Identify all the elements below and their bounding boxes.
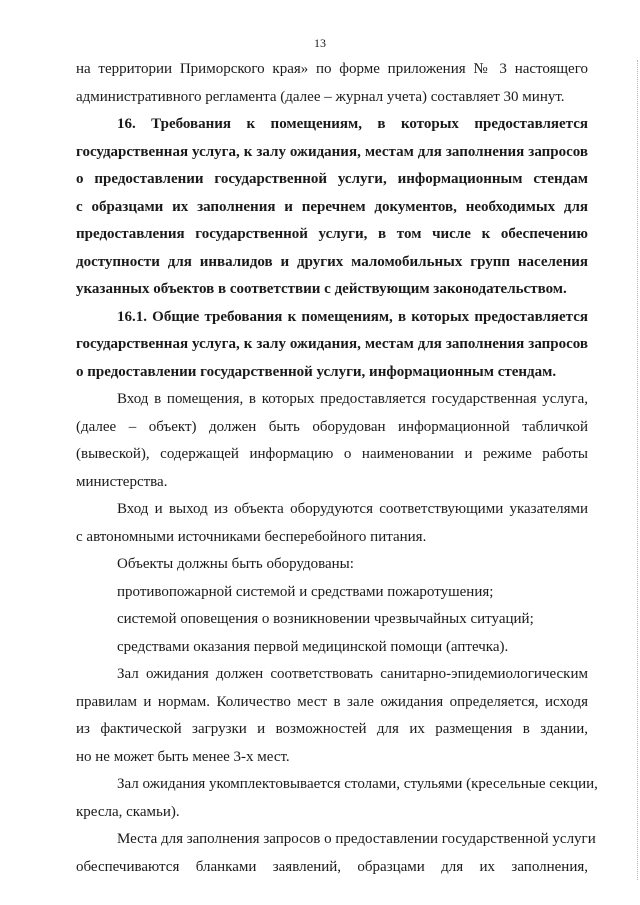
paragraph-line: доступности для инвалидов и других маломобильных групп населения (76, 253, 588, 270)
paragraph-line: 16.1. Общие требования к помещениям, в которых предоставляется (117, 308, 588, 325)
paragraph-line: обеспечиваются бланками заявлений, образцами для их заполнения, (76, 858, 588, 875)
paragraph-line: но не может быть менее 3-х мест. (76, 748, 290, 765)
paragraph-line: о предоставлении государственной услуги, информационным стендам. (76, 363, 557, 380)
paragraph-line: с образцами их заполнения и перечнем документов, необходимых для (76, 198, 588, 215)
paragraph-line: Зал ожидания укомплектовывается столами, стульями (кресельные секции, (117, 776, 598, 792)
paragraph-line: кресла, скамьи). (76, 803, 180, 820)
paragraph-line: о предоставлении государственной услуги, информационным стендам (76, 171, 588, 187)
paragraph-section-16-1 (76, 304, 588, 387)
paragraph-line: (далее – объект) должен быть оборудован информационной табличкой (76, 418, 588, 435)
document-body (76, 56, 598, 881)
scan-edge (636, 60, 638, 880)
paragraph-line: государственная услуга, к залу ожидания, местам для заполнения запросов (76, 143, 588, 160)
paragraph-line: противопожарной системой и средствами пожаротушения; (117, 583, 494, 600)
paragraph-line: из фактической загрузки и возможностей для их размещения в здании, (76, 721, 588, 737)
paragraph-line: указанных объектов в соответствии с действующим законодательством. (76, 281, 567, 297)
paragraph-line: на территории Приморского края» по форме приложения № 3 настоящего (76, 61, 588, 77)
paragraph-equipped (76, 551, 588, 579)
paragraph-line: 16. Требования к помещениям, в которых предоставляется (117, 116, 588, 132)
paragraph-line: Зал ожидания должен соответствовать санитарно-эпидемиологическим (117, 666, 588, 682)
paragraph-line: правилам и нормам. Количество мест в зале ожидания определяется, исходя (76, 693, 588, 710)
paragraph-furniture (76, 771, 598, 826)
paragraph-forms (76, 826, 596, 881)
paragraph-line: министерства. (76, 473, 168, 490)
paragraph-line: Места для заполнения запросов о предоставлении государственной услуги (117, 831, 596, 847)
paragraph-line: предоставления государственной услуги, в том числе к обеспечению (76, 226, 588, 242)
paragraph-entrance (76, 386, 588, 496)
paragraph-waiting-hall (76, 661, 588, 771)
paragraph-line: Объекты должны быть оборудованы: (117, 556, 354, 572)
paragraph-line: с автономными источниками бесперебойного питания. (76, 528, 427, 545)
paragraph-line: государственная услуга, к залу ожидания, местам для заполнения запросов (76, 336, 588, 352)
paragraph-fire (76, 579, 588, 607)
paragraph-line: Вход и выход из объекта оборудуются соответствующими указателями (117, 501, 588, 517)
paragraph-line: системой оповещения о возникновении чрезвычайных ситуаций; (117, 611, 534, 627)
paragraph-line: Вход в помещения, в которых предоставляется государственная услуга, (117, 391, 588, 407)
paragraph-line: административного регламента (далее – журнал учета) составляет 30 минут. (76, 88, 565, 105)
paragraph-line: средствами оказания первой медицинской помощи (аптечка). (117, 638, 509, 655)
page-number: 13 (314, 36, 326, 50)
paragraph-first-aid (76, 634, 588, 662)
paragraph-entry-exit (76, 496, 588, 551)
paragraph-section-16 (76, 111, 588, 304)
paragraph-alert (76, 606, 588, 634)
paragraph-intro (76, 56, 588, 111)
paragraph-line: (вывеской), содержащей информацию о наименовании и режиме работы (76, 446, 588, 462)
